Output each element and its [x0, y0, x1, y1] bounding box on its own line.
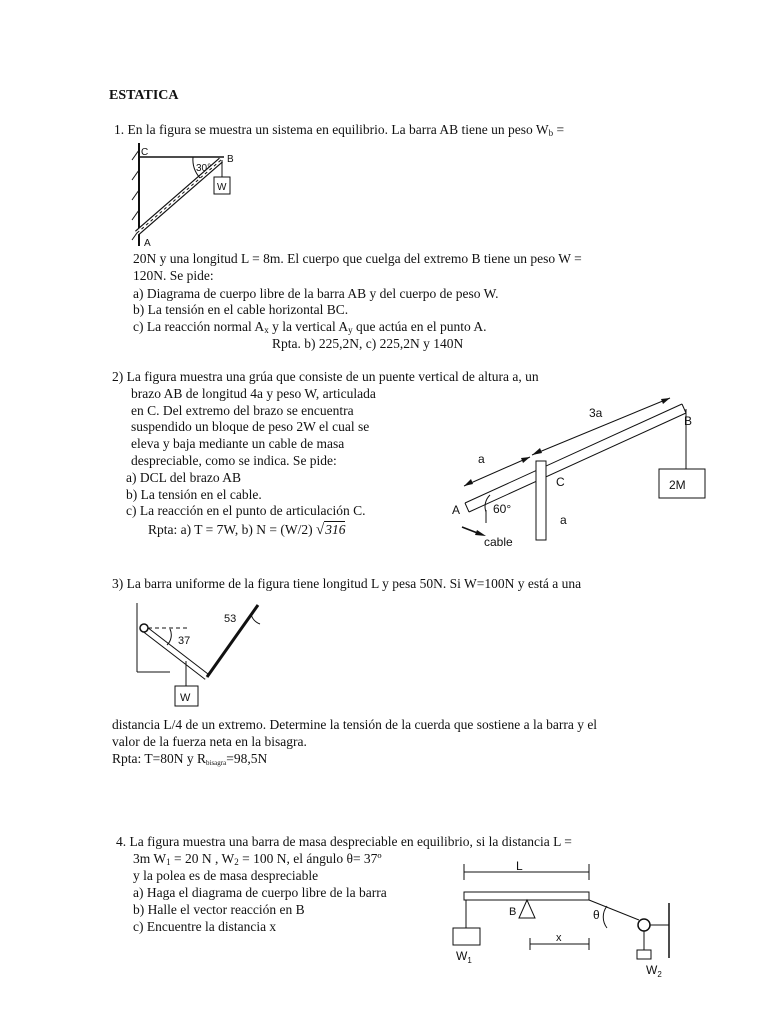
problem-4-item-a: a) Haga el diagrama de cuerpo libre de la barra: [133, 885, 387, 900]
w2-text: W: [646, 963, 658, 977]
label-x: x: [556, 932, 562, 944]
problem-2-answer: [148, 521, 345, 539]
problem-4-item-c: c) Encuentre la distancia x: [133, 919, 277, 934]
sqrt-value: 316: [325, 522, 346, 537]
problem-1-line-1-end: =: [553, 122, 565, 137]
figure-2-diagram: [450, 385, 710, 555]
problem-2-line-3: en C. Del extremo del brazo se encuentra: [131, 403, 354, 418]
answer-end: =98,5N: [226, 751, 268, 766]
mass-label: 2M: [669, 478, 686, 492]
line2-a: 3m W: [133, 851, 167, 866]
answer-prefix: Rpta: a) T = 7W, b) N = (W/2): [148, 522, 316, 537]
problem-2-line-6: despreciable, como se indica. Se pide:: [131, 453, 337, 468]
problem-2-line-5: eleva y baja mediante un cable de masa: [131, 436, 345, 451]
wall-hatching: [132, 150, 139, 240]
dim-a-arrow-right: [521, 457, 530, 463]
problem-3-line-2: distancia L/4 de un extremo. Determine la tensión de la cuerda que sostiene a la barra y el: [112, 717, 598, 732]
problem-1-line-1: [114, 121, 564, 142]
bar: [464, 892, 589, 900]
line2-c: = 100 N, el ángulo θ= 37º: [238, 851, 382, 866]
pulley-icon: [638, 919, 650, 931]
label-b: B: [684, 414, 693, 428]
label-a-top: a: [478, 452, 485, 466]
figure-4-diagram: [445, 858, 695, 982]
label-a: A: [452, 503, 461, 517]
problem-4-line-3: y la polea es de masa despreciable: [133, 868, 319, 883]
page-title: ESTATICA: [109, 88, 179, 103]
sqrt-sign: √: [315, 522, 325, 538]
angle-label: 60°: [493, 502, 512, 516]
w1-sub: 1: [467, 956, 472, 965]
problem-2-line-2: brazo AB de longitud 4a y peso W, articulada: [131, 386, 376, 401]
w2-block: [637, 950, 651, 959]
item-c-text: c) La reacción normal A: [133, 319, 265, 334]
label-c: C: [556, 475, 565, 489]
answer-subscript: bisagra: [206, 759, 227, 767]
problem-2-item-b: b) La tensión en el cable.: [126, 487, 262, 502]
problem-3-answer: [112, 750, 267, 772]
problem-2-item-a: a) DCL del brazo AB: [126, 470, 241, 485]
label-b: B: [227, 154, 234, 165]
theta-label: θ: [593, 908, 600, 922]
problem-3-line-3: valor de la fuerza neta en la bisagra.: [112, 734, 307, 749]
w1-block: [453, 928, 480, 945]
line2-sub2: 2: [234, 857, 239, 867]
item-c-end: que actúa en el punto A.: [352, 319, 487, 334]
angle-label: 30°: [196, 163, 212, 174]
label-w2: [646, 963, 662, 979]
label-a: A: [144, 238, 151, 249]
bar-fill: [142, 627, 207, 677]
vertical-post: [536, 461, 546, 540]
problem-1-line-2: 20N y una longitud L = 8m. El cuerpo que cuelga del extremo B tiene un peso W =: [133, 251, 582, 266]
answer-prefix: Rpta: T=80N y R: [112, 751, 206, 766]
problem-1-item-b: b) La tensión en el cable horizontal BC.: [133, 302, 349, 317]
label-b: B: [509, 906, 517, 918]
angle-37-label: 37: [178, 635, 191, 647]
dim-3a-arrow-right: [661, 398, 670, 404]
weight-label: W: [180, 692, 191, 704]
dim-a-arrow-left: [464, 479, 473, 486]
problem-1-line-1-text: 1. En la figura se muestra un sistema en equilibrio. La barra AB tiene un peso W: [114, 122, 549, 137]
problem-4-line-1: 4. La figura muestra una barra de masa despreciable en equilibrio, si la distancia L =: [116, 834, 572, 849]
problem-3-line-1: 3) La barra uniforme de la figura tiene longitud L y pesa 50N. Si W=100N y está a una: [112, 576, 582, 591]
figure-1-diagram: [120, 140, 245, 252]
figure-3-diagram: [130, 600, 290, 712]
hinge-icon: [140, 624, 148, 632]
theta-arc: [603, 906, 607, 928]
problem-2-line-4: suspendido un bloque de peso 2W el cual se: [131, 419, 370, 434]
problem-2-line-1: 2) La figura muestra una grúa que consiste de un puente vertical de altura a, un: [112, 369, 539, 384]
arm-edge-bottom: [469, 413, 686, 512]
weight-subscript: b: [548, 128, 554, 138]
line2-b: = 20 N , W: [170, 851, 235, 866]
label-l: L: [516, 859, 523, 873]
problem-2-item-c: c) La reacción en el punto de articulación C.: [126, 503, 366, 518]
label-w1: [456, 949, 472, 965]
dim-3a-arrow-left: [532, 448, 542, 455]
problem-1-answer: Rpta. b) 225,2N, c) 225,2N y 140N: [272, 336, 464, 351]
pivot-triangle: [519, 900, 535, 918]
problem-1-item-a: a) Diagrama de cuerpo libre de la barra AB y del cuerpo de peso W.: [133, 286, 499, 301]
label-height: a: [560, 513, 567, 527]
arm-end-b: [682, 404, 686, 413]
problem-1-line-3: 120N. Se pide:: [133, 268, 214, 283]
w2-sub: 2: [657, 970, 662, 979]
cable-label: cable: [484, 535, 513, 549]
arm-end-a: [465, 503, 469, 512]
item-c-sub-y: y: [348, 325, 353, 335]
line2-sub1: 1: [166, 857, 171, 867]
problem-4-item-b: b) Halle el vector reacción en B: [133, 902, 305, 917]
weight-label: W: [217, 182, 227, 193]
item-c-sub-x: x: [264, 325, 269, 335]
angle-53-label: 53: [224, 613, 237, 625]
w1-text: W: [456, 949, 468, 963]
label-c: C: [141, 147, 149, 158]
item-c-mid: y la vertical A: [268, 319, 349, 334]
arm-edge-top: [465, 404, 682, 503]
label-3a: 3a: [589, 406, 603, 420]
dim-a-line: [464, 457, 530, 486]
